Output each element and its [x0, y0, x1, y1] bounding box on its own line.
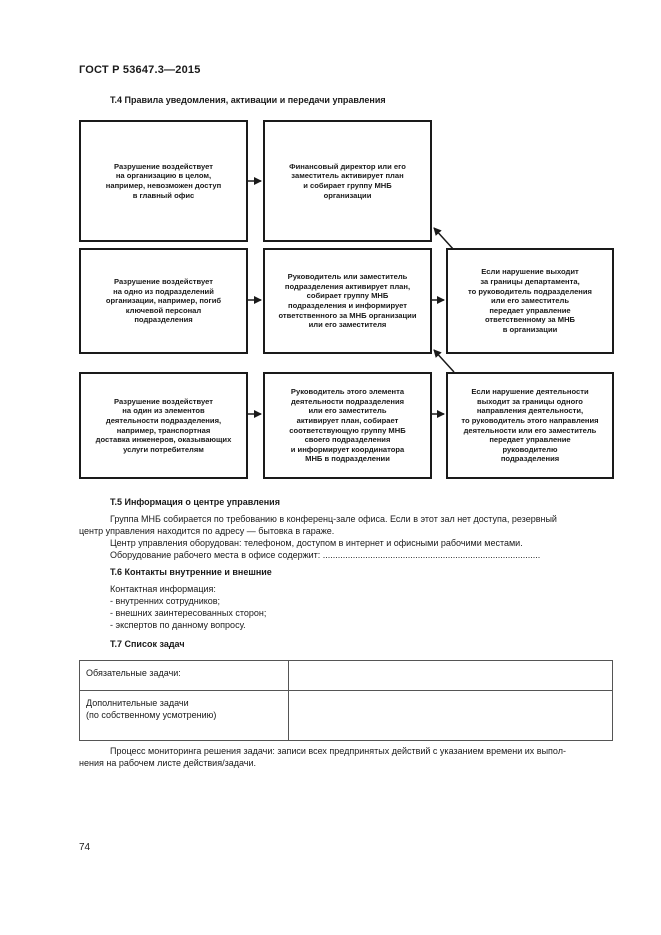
monitoring-paragraph: Процесс мониторинга решения задачи: записи всех предпринятых действий с указанием времени их выпол- — [110, 746, 566, 756]
monitoring-paragraph-cont: нения на рабочем листе действия/задачи. — [79, 758, 256, 768]
flow-box-unit-head-activates: Руководитель этого элемента деятельности подразделения или его заместитель активирует план, собирает соответствующую группу МНБ своего подразделения и информирует координатора МНБ в подразделении — [263, 372, 432, 479]
page-number: 74 — [79, 842, 91, 853]
t5-paragraph-1: Группа МНБ собирается по требованию в конференц-зале офиса. Если в этот зал нет доступа, резервный — [110, 514, 557, 524]
t5-paragraph-1-cont: центр управления находится по адресу — бытовка в гараже. — [79, 526, 335, 536]
t5-paragraph-2: Центр управления оборудован: телефоном, доступом в интернет и офисными рабочими местами. — [110, 538, 523, 548]
table-row — [80, 661, 613, 691]
task-mandatory-label: Обязательные задачи: — [80, 661, 289, 691]
section-t7-title: Т.7 Список задач — [110, 639, 185, 649]
task-list-table — [79, 660, 613, 741]
arrow-b23-b12 — [434, 228, 454, 250]
task-optional-value[interactable] — [289, 691, 613, 741]
t5-paragraph-3: Оборудование рабочего места в офисе содержит: ....................................................................................... — [110, 550, 541, 560]
table-row — [80, 691, 613, 741]
section-t4-title: Т.4 Правила уведомления, активации и передачи управления — [110, 95, 386, 105]
document-code: ГОСТ Р 53647.3—2015 — [79, 64, 201, 76]
flow-box-org-disruption: Разрушение воздействует на организацию в целом, например, невозможен доступ в главный офис — [79, 120, 248, 242]
task-mandatory-value[interactable] — [289, 661, 613, 691]
t6-intro: Контактная информация: — [110, 584, 216, 594]
flow-box-dept-disruption: Разрушение воздействует на одно из подразделений организации, например, погиб ключевой персонал подразделения — [79, 248, 248, 354]
t6-item-experts: - экспертов по данному вопросу. — [110, 620, 246, 630]
task-optional-label: Дополнительные задачи (по собственному усмотрению) — [80, 691, 289, 741]
t6-item-internal: - внутренних сотрудников; — [110, 596, 221, 606]
flow-box-dept-head-activates: Руководитель или заместитель подразделения активирует план, собирает группу МНБ подразделения и информирует ответственного за МНБ организации или его заместителя — [263, 248, 432, 354]
flow-box-dept-escalation: Если нарушение выходит за границы департамента, то руководитель подразделения или его заместитель передает управление ответственному за МНБ в организации — [446, 248, 614, 354]
flow-box-unit-disruption: Разрушение воздействует на один из элементов деятельности подразделения, например, транспортная доставка инженеров, оказывающих услуги потребителям — [79, 372, 248, 479]
flow-box-unit-escalation: Если нарушение деятельности выходит за границы одного направления деятельности, то руководитель этого направления деятельности или его заместитель передает управление руководителю подразделения — [446, 372, 614, 479]
flow-box-cfo-activates: Финансовый директор или его заместитель активирует план и собирает группу МНБ организации — [263, 120, 432, 242]
section-t6-title: Т.6 Контакты внутренние и внешние — [110, 567, 272, 577]
section-t5-title: Т.5 Информация о центре управления — [110, 497, 280, 507]
t6-item-external: - внешних заинтересованных сторон; — [110, 608, 267, 618]
